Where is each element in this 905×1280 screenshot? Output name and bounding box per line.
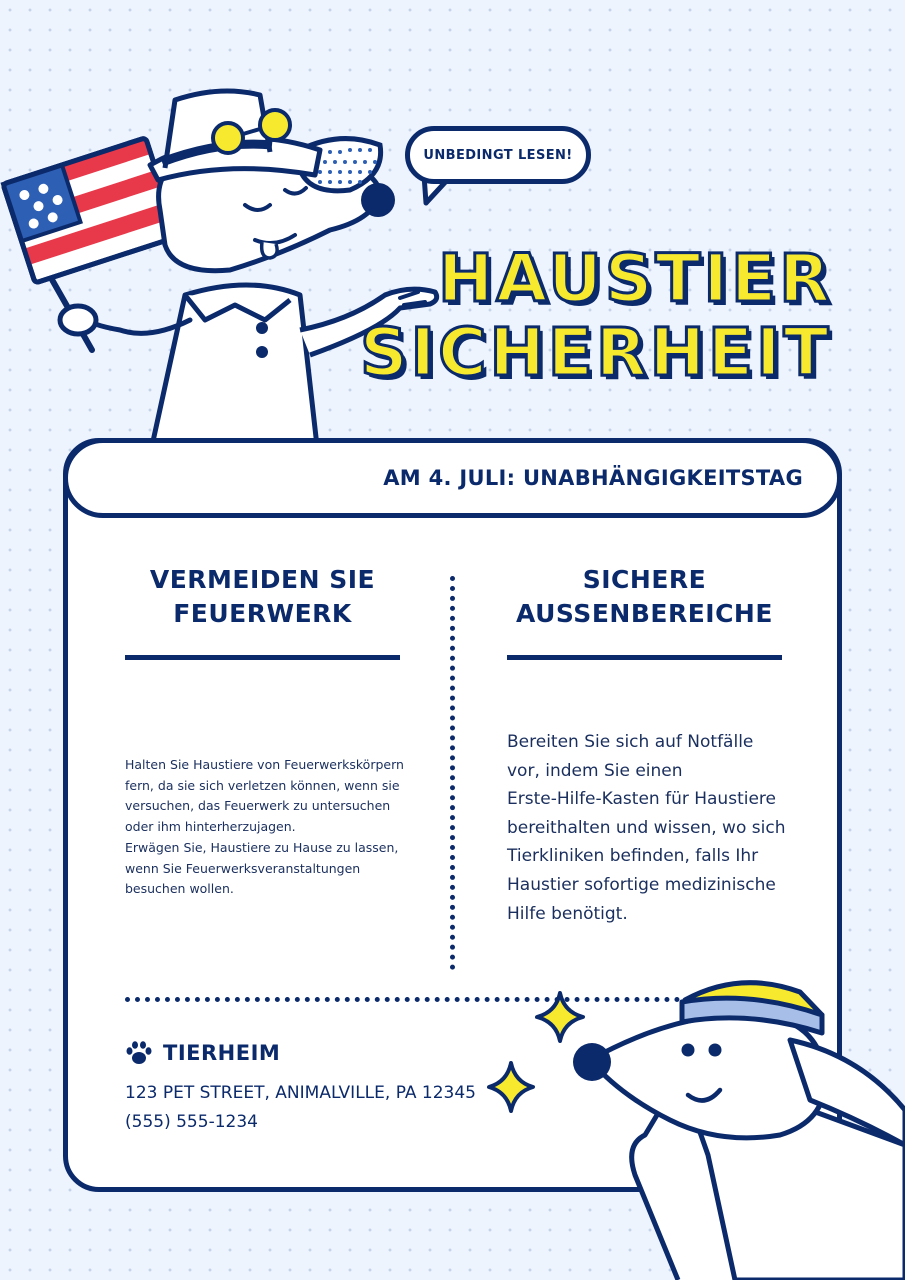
left-body-line: wenn Sie Feuerwerksveranstaltungen <box>125 860 361 876</box>
left-column-body <box>125 755 425 900</box>
sparkle-icon <box>485 1060 537 1114</box>
card-header <box>63 438 842 518</box>
paw-icon <box>125 1040 153 1066</box>
left-heading-line2: FEUERWERK <box>173 599 352 628</box>
left-body-line: Erwägen Sie, Haustiere zu Hause zu lassen, <box>125 839 399 855</box>
card-header-subtitle: AM 4. JULI: UNABHÄNGIGKEITSTAG <box>383 466 803 490</box>
shelter-name: TIERHEIM <box>163 1041 281 1065</box>
shelter-phone: (555) 555-1234 <box>125 1112 258 1132</box>
left-body-line: oder ihm hinterherzujagen. <box>125 819 296 835</box>
left-heading-line1: VERMEIDEN SIE <box>149 565 376 594</box>
left-body-line: Halten Sie Haustiere von Feuerwerkskörpern <box>125 757 404 772</box>
column-divider <box>450 576 455 970</box>
right-body-line: Haustier sofortige medizinische <box>507 874 776 895</box>
right-body-line: Erste-Hilfe-Kasten für Haustiere <box>507 789 776 810</box>
left-column-heading <box>125 563 400 631</box>
right-heading-line1: SICHERE <box>582 565 707 594</box>
right-body-line: Bereiten Sie sich auf Notfälle <box>507 732 754 752</box>
left-heading-rule <box>125 655 400 660</box>
left-body-line: fern, da sie sich verletzen können, wenn sie <box>125 777 400 793</box>
left-body-line: besuchen wollen. <box>125 881 234 897</box>
right-body-line: bereithalten und wissen, wo sich <box>507 817 786 838</box>
shelter-title <box>125 1040 280 1066</box>
page-title-line2: SICHERHEIT <box>360 314 832 391</box>
read-this-speech-bubble <box>405 126 591 184</box>
right-body-line: Hilfe benötigt. <box>507 903 628 924</box>
shelter-address: 123 PET STREET, ANIMALVILLE, PA 12345 <box>125 1083 476 1103</box>
right-body-line: vor, indem Sie einen <box>507 760 683 781</box>
right-heading-rule <box>507 655 782 660</box>
dog-with-cap-illustration <box>560 970 905 1280</box>
left-body-line: versuchen, das Feuerwerk zu untersuchen <box>125 798 391 814</box>
right-body-line: Tierkliniken befinden, falls Ihr <box>507 846 759 867</box>
right-column-heading <box>507 563 782 631</box>
right-column-body <box>507 728 817 928</box>
bubble-label: UNBEDINGT LESEN! <box>423 147 573 163</box>
right-heading-line2: AUSSENBEREICHE <box>516 599 773 628</box>
page-title-line1: HAUSTIER <box>438 240 833 317</box>
dog-with-flag-illustration <box>0 80 470 470</box>
